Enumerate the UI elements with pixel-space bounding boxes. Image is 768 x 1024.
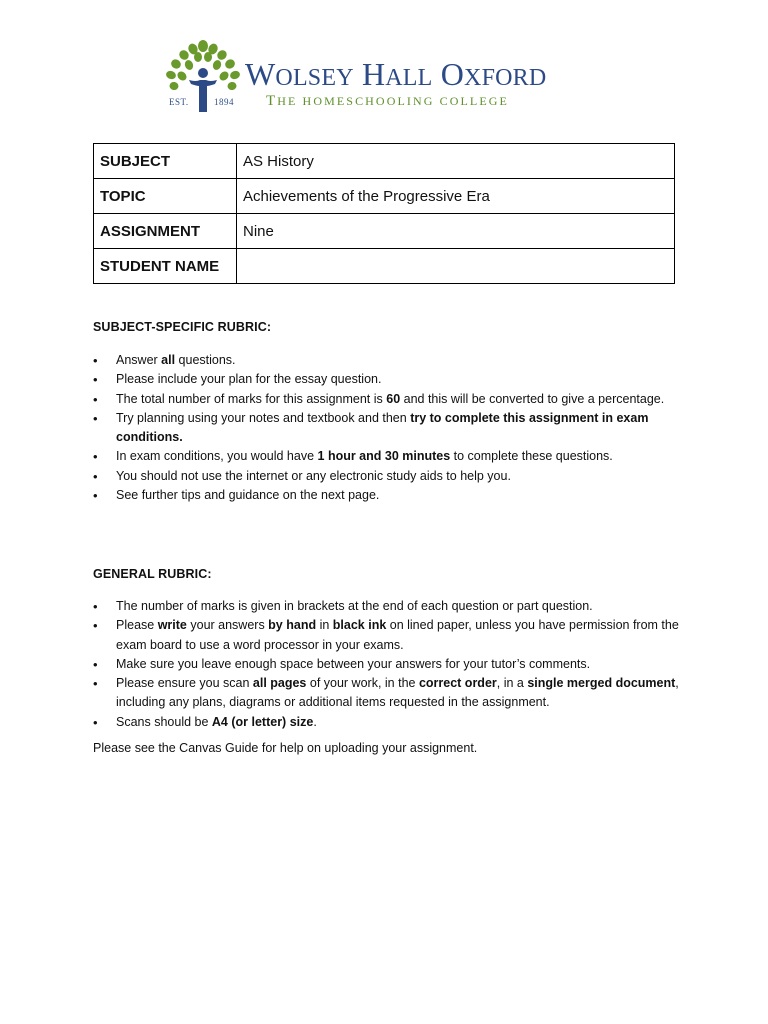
canvas-guide-note: Please see the Canvas Guide for help on uploading your assignment. bbox=[93, 741, 478, 755]
emphasis-text: try to complete this assignment in exam conditions. bbox=[116, 410, 649, 445]
logo-initial: W bbox=[245, 56, 276, 92]
subject-rubric-list bbox=[93, 351, 683, 505]
body-text: Make sure you leave enough space between your answers for your tutor’s comments. bbox=[116, 656, 591, 671]
student-name-field[interactable] bbox=[237, 249, 675, 284]
body-text: Please include your plan for the essay question. bbox=[116, 372, 382, 387]
emphasis-text: black ink bbox=[332, 618, 387, 633]
logo-initial: H bbox=[361, 56, 386, 92]
assignment-value: Nine bbox=[237, 214, 675, 249]
emphasis-text: correct order bbox=[418, 676, 497, 691]
table-row bbox=[94, 249, 675, 284]
logo-initial: O bbox=[440, 56, 465, 92]
general-rubric-title: GENERAL RUBRIC: bbox=[93, 567, 212, 581]
subject-label: SUBJECT bbox=[94, 144, 237, 179]
assignment-label: ASSIGNMENT bbox=[94, 214, 237, 249]
emphasis-text: all bbox=[161, 353, 176, 367]
wolsey-hall-logo bbox=[163, 40, 603, 116]
tagline-initial: T bbox=[266, 93, 278, 109]
body-text: See further tips and guidance on the next page. bbox=[116, 488, 380, 503]
body-text: The total number of marks for this assignment is bbox=[116, 391, 387, 406]
emphasis-text: single merged document bbox=[527, 676, 676, 691]
table-row bbox=[94, 214, 675, 249]
body-text: your answers bbox=[186, 618, 269, 633]
est-year: 1894 bbox=[214, 97, 234, 107]
table-row bbox=[94, 179, 675, 214]
logo-word-rest: ALL bbox=[385, 65, 433, 91]
subject-value: AS History bbox=[237, 144, 675, 179]
list-item bbox=[93, 486, 683, 505]
emphasis-text: 1 hour and 30 minutes bbox=[317, 449, 451, 464]
tagline-rest: HE HOMESCHOOLING COLLEGE bbox=[277, 94, 509, 108]
body-text: Scans should be bbox=[116, 714, 212, 729]
body-text: to complete these questions. bbox=[450, 449, 613, 464]
list-item bbox=[93, 370, 683, 389]
college-tagline bbox=[266, 93, 509, 109]
topic-value: Achievements of the Progressive Era bbox=[237, 179, 675, 214]
body-text: Please bbox=[116, 618, 158, 633]
college-name bbox=[245, 57, 546, 95]
subject-rubric-title: SUBJECT-SPECIFIC RUBRIC: bbox=[93, 320, 272, 334]
emphasis-text: write bbox=[157, 618, 187, 633]
body-text: Try planning using your notes and textbook and then bbox=[116, 410, 411, 425]
body-text: , in a bbox=[496, 676, 528, 691]
est-label: EST. bbox=[169, 97, 189, 107]
emphasis-text: 60 bbox=[386, 391, 401, 406]
topic-label: TOPIC bbox=[94, 179, 237, 214]
table-row bbox=[94, 144, 675, 179]
list-item bbox=[93, 616, 683, 655]
body-text: and this will be converted to give a percentage. bbox=[400, 391, 665, 406]
logo-word-rest: XFORD bbox=[464, 65, 547, 91]
body-text: of your work, in the bbox=[306, 676, 419, 691]
list-item bbox=[93, 674, 683, 713]
emphasis-text: all pages bbox=[252, 676, 307, 691]
body-text: in bbox=[316, 618, 333, 633]
emphasis-text: A4 (or letter) size bbox=[211, 714, 314, 729]
list-item bbox=[93, 390, 683, 409]
assignment-info-table bbox=[93, 143, 675, 284]
body-text: You should not use the internet or any electronic study aids to help you. bbox=[116, 468, 511, 483]
student-name-label: STUDENT NAME bbox=[94, 249, 237, 284]
list-item bbox=[93, 655, 683, 674]
body-text: Please ensure you scan bbox=[116, 676, 253, 691]
general-rubric-list bbox=[93, 597, 683, 732]
list-item bbox=[93, 409, 683, 448]
body-text: . bbox=[313, 714, 317, 729]
body-text: Answer bbox=[116, 353, 162, 367]
list-item bbox=[93, 713, 683, 732]
body-text: In exam conditions, you would have bbox=[116, 449, 318, 464]
body-text: The number of marks is given in brackets at the end of each question or part question. bbox=[116, 599, 593, 613]
list-item bbox=[93, 351, 683, 370]
body-text: questions. bbox=[175, 353, 236, 367]
emphasis-text: by hand bbox=[268, 618, 317, 633]
body-text: , including any plans, diagrams or additional items requested in the assignment. bbox=[116, 676, 679, 710]
list-item bbox=[93, 597, 683, 616]
body-text: on lined paper, unless you have permission from the exam board to use a word processor in your exams. bbox=[116, 618, 679, 652]
logo-word-rest: OLSEY bbox=[275, 65, 354, 91]
list-item bbox=[93, 447, 683, 466]
list-item bbox=[93, 467, 683, 486]
